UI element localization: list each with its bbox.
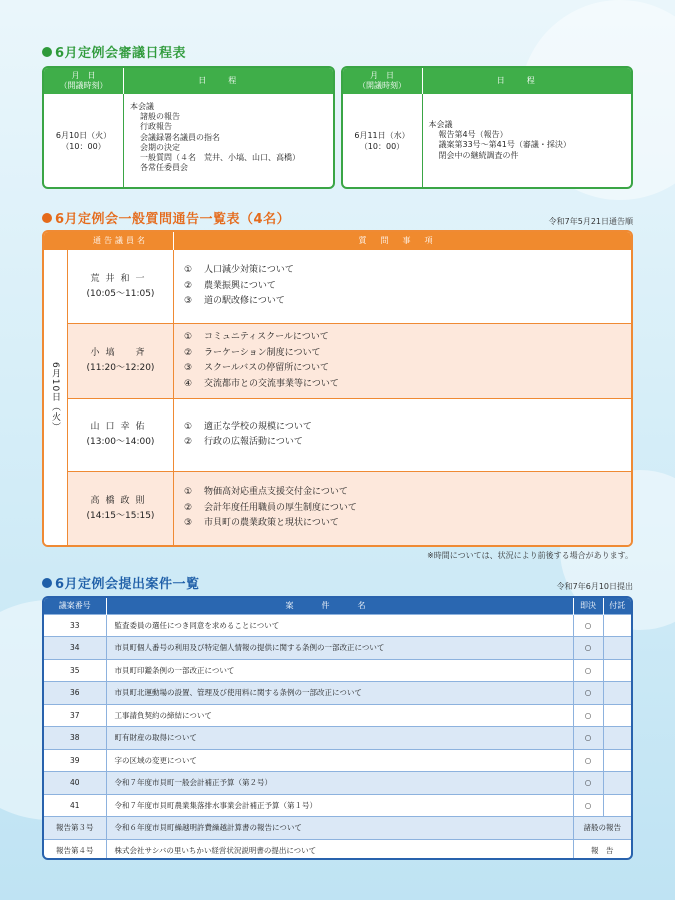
schedule-day-2 [341, 66, 634, 189]
question-item: ③ 道の駅改修について [184, 296, 285, 307]
cases-title: 6月定例会提出案件一覧 [42, 573, 200, 592]
general-questions-table [42, 230, 633, 547]
header-referral: 付託 [603, 598, 631, 614]
program-item: 議案第33号〜第41号（審議・採決） [438, 140, 571, 150]
program-item: 行政報告 [140, 122, 172, 132]
header-member: 通告議員名 [44, 232, 174, 250]
notice-date: 令和7年5月21日通告順 [548, 217, 633, 226]
general-questions-title: 6月定例会一般質問通告一覧表（4名） [42, 208, 290, 227]
header-decision: 即決 [573, 598, 603, 614]
schedule-title: 6月定例会審議日程表 [42, 42, 186, 61]
bullet-icon [42, 213, 52, 223]
question-list [174, 472, 631, 545]
question-item: ② 行政の広報活動について [184, 437, 303, 447]
member-row [68, 472, 631, 545]
header-date-sub: （開議時刻） [358, 81, 406, 90]
question-item: ① 人口減少対策について [184, 265, 294, 276]
question-list [174, 250, 631, 323]
table-row: 34 市貝町個人番号の利用及び特定個人情報の提供に関する条例の一部改正について ○ [44, 637, 631, 660]
table-row: 報告第４号 株式会社サシバの里いちかい経営状況説明書の提出について 報 告 [44, 839, 631, 860]
member-row [68, 399, 631, 472]
bullet-icon [42, 47, 52, 57]
schedule-time: （10：00） [359, 141, 405, 151]
question-item: ② 会計年度任用職員の厚生制度について [184, 502, 357, 513]
header-date: 月 日 [71, 71, 96, 80]
program-item: 閉会中の継続調査の件 [438, 150, 519, 160]
question-item: ④ 交流都市との交流事業等について [184, 378, 339, 389]
cases-table [42, 596, 633, 860]
schedule-day-1 [42, 66, 335, 189]
program-item: 各常任委員会 [140, 163, 188, 173]
schedule-program [423, 94, 632, 187]
member-row [68, 324, 631, 399]
header-no: 議案番号 [44, 598, 106, 614]
table-row: 37 工事請負契約の締結について ○ [44, 704, 631, 727]
question-item: ③ 市貝町の農業政策と現状について [184, 518, 339, 529]
program-item: 本会議 [428, 120, 453, 129]
question-item: ② 農業振興について [184, 280, 276, 291]
member-name: 荒井和一 [90, 273, 151, 284]
header-items: 質問事項 [358, 236, 447, 245]
member-name: 山口幸佑 [90, 422, 151, 432]
submit-date: 令和7年6月10日提出 [556, 582, 633, 591]
program-item: 会期の決定 [140, 142, 180, 152]
gq-date: 6月10日（火） [50, 362, 60, 433]
question-item: ① 適正な学校の規模について [184, 421, 312, 432]
table-row: 33 監査委員の選任につき同意を求めることについて ○ [44, 614, 631, 637]
header-date-sub: （開議時刻） [59, 81, 108, 90]
bullet-icon [42, 578, 52, 588]
question-list [174, 324, 631, 398]
member-time: (13:00〜14:00) [86, 437, 155, 447]
schedule-table [42, 66, 633, 189]
member-time: (10:05〜11:05) [86, 288, 155, 299]
schedule-program [124, 94, 333, 187]
program-item: 本会議 [130, 102, 154, 111]
schedule-date-cell [343, 94, 423, 187]
gq-date-cell [44, 250, 68, 545]
header-name: 案件名 [106, 598, 573, 614]
question-item: ① コミュニティスクールについて [184, 332, 329, 342]
schedule-date: 6月10日（火） [55, 130, 112, 140]
program-item: 報告第4号（報告） [438, 130, 508, 140]
table-row: 38 町有財産の取得について ○ [44, 727, 631, 750]
table-row: 39 字の区域の変更について ○ [44, 749, 631, 772]
member-name: 小塙 斉 [90, 348, 151, 358]
schedule-header [44, 68, 333, 94]
program-item: 会議録署名議員の指名 [140, 132, 220, 142]
program-item: 一般質問（４名 荒井、小塙、山口、高橋） [140, 153, 300, 163]
gq-header [44, 232, 631, 250]
table-row: 41 令和７年度市貝町農業集落排水事業会計補正予算（第１号） ○ [44, 794, 631, 817]
table-row: 40 令和７年度市貝町一般会計補正予算（第２号） ○ [44, 772, 631, 795]
member-time: (11:20〜12:20) [86, 363, 155, 373]
member-name: 高橋政則 [90, 495, 151, 506]
table-row: 36 市貝町北運動場の設置、管理及び使用料に関する条例の一部改正について ○ [44, 682, 631, 705]
program-item: 諸般の報告 [140, 112, 180, 122]
schedule-date-cell [44, 94, 124, 187]
header-date: 月 日 [370, 71, 394, 80]
member-time: (14:15〜15:15) [86, 510, 155, 521]
question-item: ③ スクールバスの停留所について [184, 363, 330, 373]
schedule-date: 6月11日（水） [354, 130, 410, 140]
schedule-header [343, 68, 632, 94]
table-row: 報告第３号 令和６年度市貝町繰越明許費繰越計算書の報告について 諸般の報告 [44, 817, 631, 840]
schedule-time: （10：00） [61, 141, 106, 151]
header-program: 日程 [198, 76, 259, 85]
question-item: ① 物価高対応重点支援交付金について [184, 487, 348, 498]
question-item: ② ラーケーション制度について [184, 347, 321, 358]
table-row: 35 市貝町印鑑条例の一部改正について ○ [44, 659, 631, 682]
footnote: ※時間については、状況により前後する場合があります。 [427, 551, 633, 560]
cases-header-row [44, 598, 631, 614]
question-list [174, 399, 631, 471]
member-row [68, 250, 631, 324]
header-program: 日程 [496, 76, 557, 85]
